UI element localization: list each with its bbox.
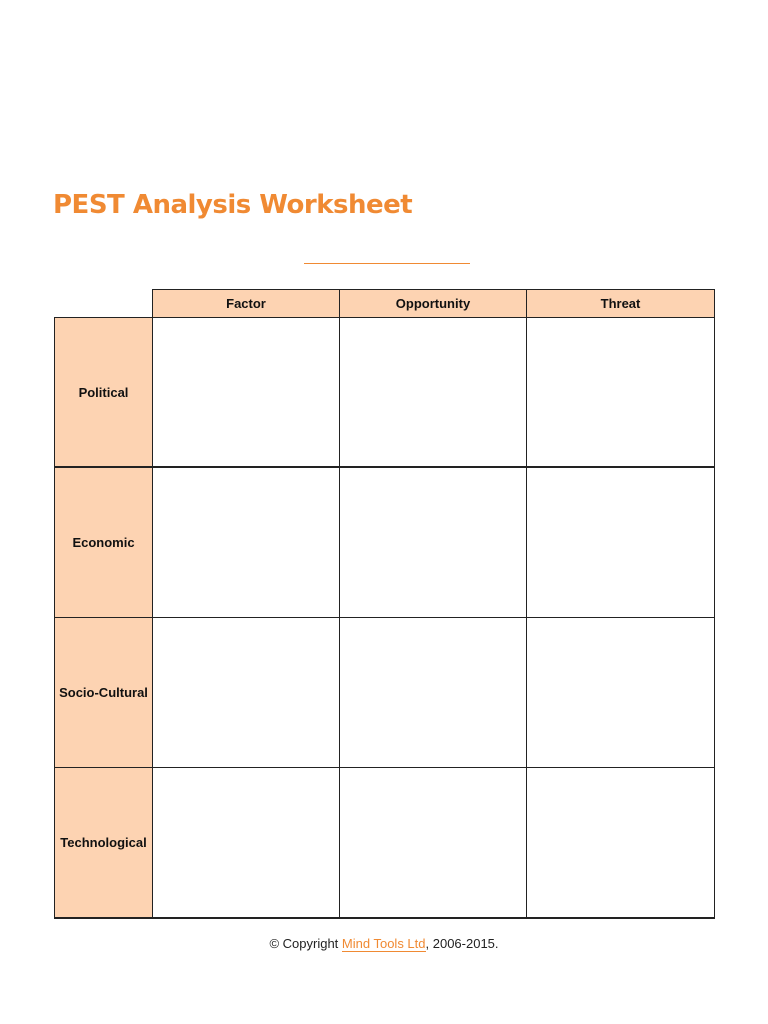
political-threat-cell[interactable]	[527, 318, 715, 468]
row-header-economic: Economic	[54, 468, 153, 618]
column-header-opportunity: Opportunity	[340, 289, 527, 318]
table-corner	[54, 289, 153, 318]
technological-factor-cell[interactable]	[153, 768, 340, 919]
column-header-factor: Factor	[153, 289, 340, 318]
socio-cultural-threat-cell[interactable]	[527, 618, 715, 768]
row-header-technological: Technological	[54, 768, 153, 919]
mind-tools-link[interactable]: Mind Tools Ltd	[341, 936, 426, 951]
title-divider	[304, 263, 470, 264]
socio-cultural-factor-cell[interactable]	[153, 618, 340, 768]
socio-cultural-opportunity-cell[interactable]	[340, 618, 527, 768]
political-factor-cell[interactable]	[153, 318, 340, 468]
copyright-footer	[0, 936, 768, 951]
political-opportunity-cell[interactable]	[340, 318, 527, 468]
pest-table	[54, 289, 715, 920]
column-header-threat: Threat	[527, 289, 715, 318]
technological-threat-cell[interactable]	[527, 768, 715, 919]
row-header-socio-cultural: Socio-Cultural	[54, 618, 153, 768]
economic-opportunity-cell[interactable]	[340, 468, 527, 618]
economic-factor-cell[interactable]	[153, 468, 340, 618]
economic-threat-cell[interactable]	[527, 468, 715, 618]
copyright-prefix: © Copyright	[269, 936, 342, 951]
copyright-suffix: , 2006-2015.	[425, 936, 499, 951]
row-header-political: Political	[54, 318, 153, 468]
page-title: PEST Analysis Worksheet	[53, 190, 413, 220]
technological-opportunity-cell[interactable]	[340, 768, 527, 919]
